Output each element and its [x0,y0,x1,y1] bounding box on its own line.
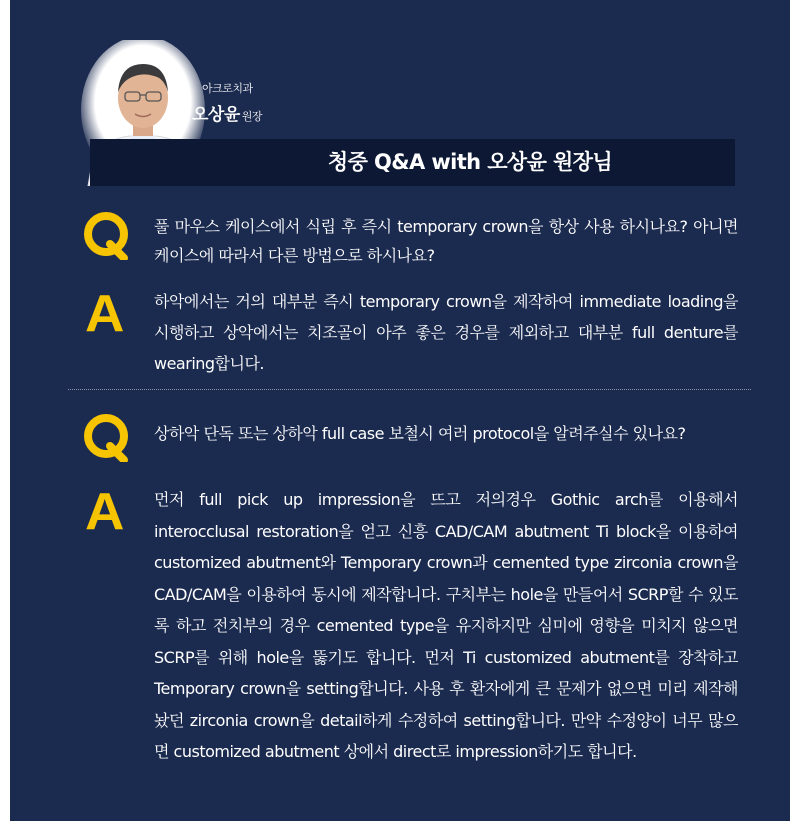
question-1-icon [84,212,128,260]
divider [68,389,751,390]
clinic-name: 아크로치과 [202,82,253,95]
page-title: 청중 Q&A with 오상윤 원장님 [327,150,613,174]
answer-1-text: 하악에서는 거의 대부분 즉시 temporary crown을 제작하여 immediate loading을 시행하고 상악에서는 치조골이 아주 좋은 경우를 제외하고 대부분 full denture를 wearing합니다. [154,292,738,373]
question-1-text: 풀 마우스 케이스에서 식립 후 즉시 temporary crown을 항상 사용 하시나요? 아니면 케이스에 따라서 다른 방법으로 하시나요? [154,217,738,265]
qa-panel [10,0,790,821]
question-2-icon [84,414,128,462]
answer-2-icon: A [85,483,125,541]
question-1-number: 1 [101,225,111,244]
doctor-name-text: 오상윤 [192,105,240,125]
question-2-number: 2 [101,427,111,446]
question-2-text: 상하악 단독 또는 상하악 full case 보철시 여러 protocol을 알려주실수 있나요? [154,424,686,443]
doctor-title: 원장 [241,110,263,123]
doctor-name [192,100,262,125]
answer-2-text: 먼저 full pick up impression을 뜨고 저의경우 Gothic arch를 이용해서 interocclusal restoration을 얻고 신흥 CAD/CAM abutment Ti block을 이용하여 customized abutment와 Temporary crown과 cemented type zirconia crown을 CAD/CAM을 이용하여 동시에 제작합니다. 구치부는 hole을 만들어서 SCRP할 수 있도록 하고 전치부의 경우 cemented type을 유지하지만 심미에 영향을 미치지 않으면 SCRP를 위해 hole을 뚫기도 합니다. 먼저 Ti customized abutment를 장착하고 Temporary crown을 setting합니다. 사용 후 환자에게 큰 문제가 없으면 미리 제작해놨던 zirconia crown을 detail하게 수정하여 setting합니다. 만약 수정양이 너무 많으면 customized abutment 상에서 direct로 impression하기도 합니다. [154,490,738,761]
answer-1-icon: A [85,285,125,343]
